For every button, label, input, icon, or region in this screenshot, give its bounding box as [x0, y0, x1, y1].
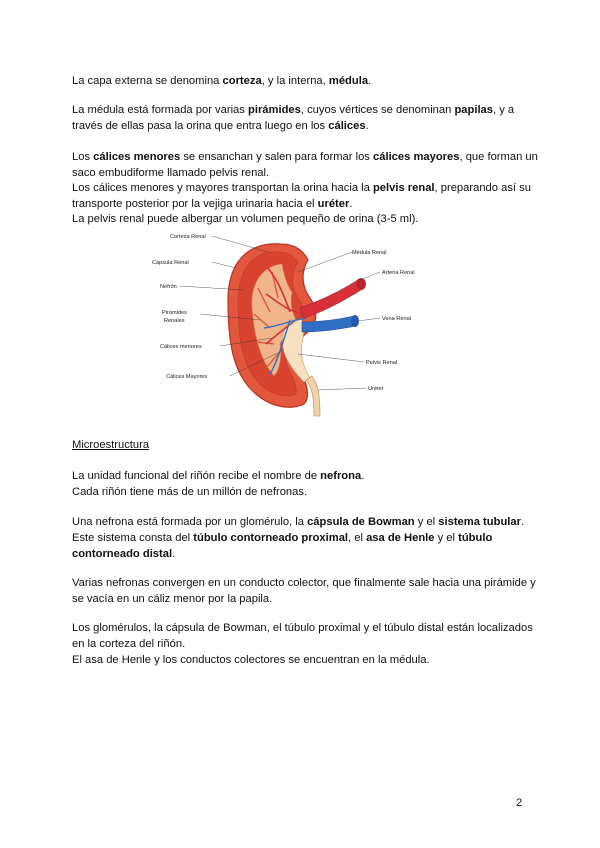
paragraph-glomerulos: Los glomérulos, la cápsula de Bowman, el túbulo proximal y el túbulo distal están localizados en la corteza del riñón.	[72, 622, 533, 650]
paragraph-nefrona-estructura: Una nefrona está formada por un glomérulo, la cápsula de Bowman y el sistema tubular.	[72, 516, 525, 528]
paragraph-nefrona: La unidad funcional del riñón recibe el nombre de nefrona.	[72, 470, 365, 482]
label-piramides: Pirámides	[162, 310, 187, 316]
label-pelvis-renal: Pelvis Renal	[366, 360, 398, 366]
paragraph-pelvis-volume: La pelvis renal puede albergar un volumen pequeño de orina (3-5 ml).	[72, 213, 419, 225]
paragraph-cortex-medulla: La capa externa se denomina corteza, y la interna, médula.	[72, 75, 372, 87]
label-ureter: Uréter	[368, 386, 384, 392]
paragraph-transport: Los cálices menores y mayores transportan la orina hacia la pelvis renal, preparando así su transporte posterior por la vejiga urinaria hacia el uréter.	[72, 182, 531, 210]
label-corteza-renal: Corteza Renal	[170, 234, 206, 240]
paragraph-conducto-colector: Varias nefronas convergen en un conducto colector, que finalmente sale hacia una pirámide y se vacía en un cáliz menor por la papila.	[72, 577, 536, 605]
paragraph-asa-henle: El asa de Henle y los conductos colectores se encuentran en la médula.	[72, 654, 430, 666]
label-calices-menores: Cálices menores	[160, 344, 202, 350]
label-calices-mayores: Cálices Mayores	[166, 374, 208, 380]
ureter	[306, 376, 320, 416]
label-medula-renal: Médula Renal	[352, 250, 387, 256]
page-number: 2	[516, 797, 523, 809]
label-arteria-renal: Arteria Renal	[382, 270, 415, 276]
label-capsula-renal: Cápsula Renal	[152, 260, 189, 266]
paragraph-sistema-tubular: Este sistema consta del túbulo contorneado proximal, el asa de Henle y el túbulo contorneado distal.	[72, 532, 493, 560]
label-nefron: Nefrón	[160, 284, 177, 290]
paragraph-millon: Cada riñón tiene más de un millón de nefronas.	[72, 486, 308, 498]
kidney-diagram	[140, 228, 440, 418]
paragraph-medulla: La médula está formada por varias pirámides, cuyos vértices se denominan papilas, y a través de ellas pasa la orina que entra luego en los cálices.	[72, 104, 515, 132]
paragraph-calices: Los cálices menores se ensanchan y salen para formar los cálices mayores, que forman un saco embudiforme llamado pelvis renal.	[72, 151, 538, 179]
label-vena-renal: Vena Renal	[382, 316, 411, 322]
label-renales: Renales	[164, 318, 185, 324]
section-heading: Microestructura	[72, 439, 150, 451]
